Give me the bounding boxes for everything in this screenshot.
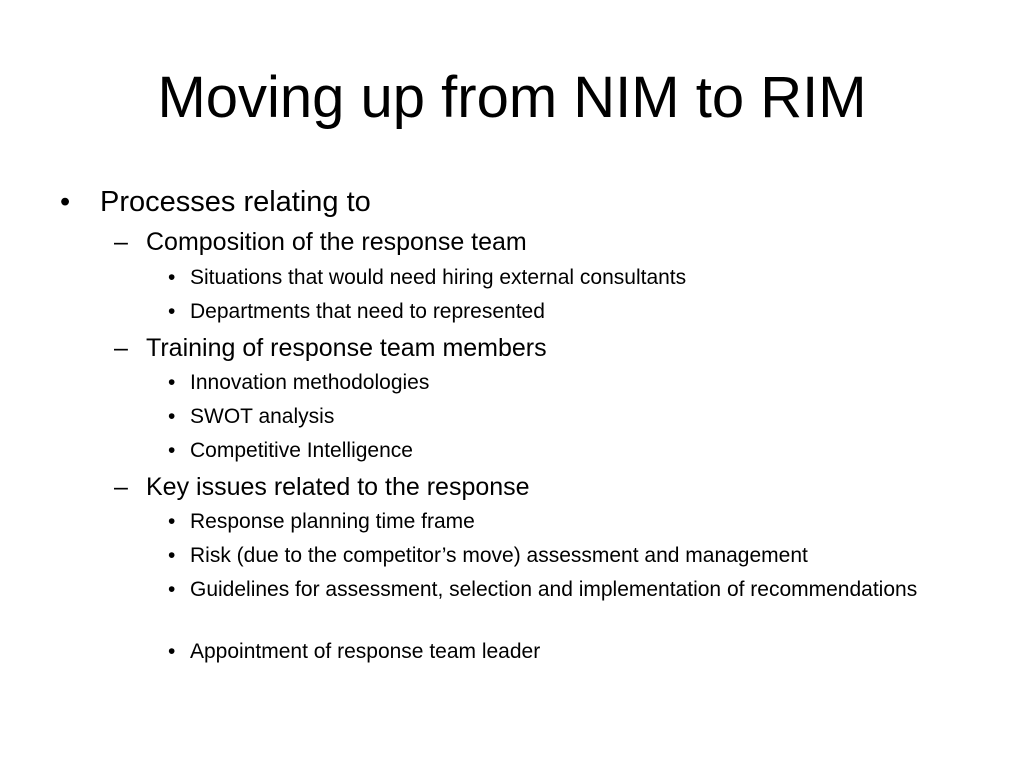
bullet-icon: • (168, 544, 176, 567)
bullet-icon: • (168, 371, 176, 394)
outline-text: Response planning time frame (190, 510, 475, 533)
outline-text: Composition of the response team (146, 228, 527, 256)
bullet-icon: • (168, 439, 176, 462)
dash-icon: – (114, 473, 128, 501)
bullet-icon: • (168, 578, 176, 601)
dash-icon: – (114, 228, 128, 256)
outline-text: Risk (due to the competitor’s move) assessment and management (190, 544, 808, 567)
outline-text: Training of response team members (146, 334, 547, 362)
outline-text: Competitive Intelligence (190, 439, 413, 462)
slide-title: Moving up from NIM to RIM (157, 65, 867, 130)
outline-text: Innovation methodologies (190, 371, 430, 394)
outline-text: SWOT analysis (190, 405, 335, 428)
outline-text: Processes relating to (100, 186, 371, 218)
bullet-icon: • (168, 405, 176, 428)
bullet-icon: • (168, 266, 176, 289)
outline-text: Departments that need to represented (190, 300, 545, 323)
outline-text: Key issues related to the response (146, 473, 530, 501)
dash-icon: – (114, 334, 128, 362)
outline-text: Guidelines for assessment, selection and implementation of recommendations (190, 578, 918, 601)
bullet-icon: • (168, 640, 176, 663)
bullet-icon: • (60, 186, 71, 218)
outline-text: Appointment of response team leader (190, 640, 541, 663)
bullet-icon: • (168, 510, 176, 533)
outline-text: Situations that would need hiring external consultants (190, 266, 687, 289)
bullet-icon: • (168, 300, 176, 323)
